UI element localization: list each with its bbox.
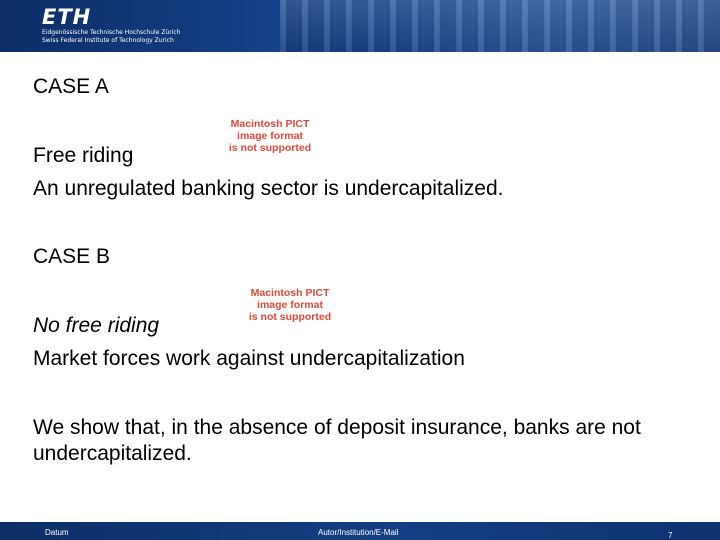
building-photo xyxy=(280,0,720,52)
pict-b-line3: is not supported xyxy=(248,311,332,323)
pict-a-line3: is not supported xyxy=(228,142,312,154)
footer-date: Datum xyxy=(45,528,69,537)
pict-a-line1: Macintosh PICT xyxy=(230,118,310,130)
pict-placeholder-b xyxy=(235,287,345,323)
no-free-riding-label: No free riding xyxy=(33,314,160,337)
free-riding-label: Free riding xyxy=(33,144,134,167)
pict-b-line2: image format xyxy=(257,299,323,311)
footer-author: Autor/Institution/E-Mail xyxy=(318,528,399,537)
pict-placeholder-a xyxy=(215,118,325,154)
logo-line-german: Eidgenössische Technische Hochschule Zürich xyxy=(42,29,181,36)
case-b-statement: Market forces work against undercapitalization xyxy=(33,347,465,370)
footer-bar xyxy=(0,522,720,540)
pict-a-line2: image format xyxy=(237,130,303,142)
eth-logo: ETH xyxy=(42,5,92,29)
case-a-heading: CASE A xyxy=(33,75,109,98)
conclusion-text: We show that, in the absence of deposit insurance, banks are not undercapitalized. xyxy=(33,416,641,465)
page-number: 7 xyxy=(668,531,673,540)
case-a-statement: An unregulated banking sector is undercapitalized. xyxy=(33,177,504,200)
logo-line-english: Swiss Federal Institute of Technology Zurich xyxy=(42,37,174,44)
header-banner xyxy=(0,0,720,52)
case-b-heading: CASE B xyxy=(33,245,111,268)
pict-b-line1: Macintosh PICT xyxy=(250,287,330,299)
